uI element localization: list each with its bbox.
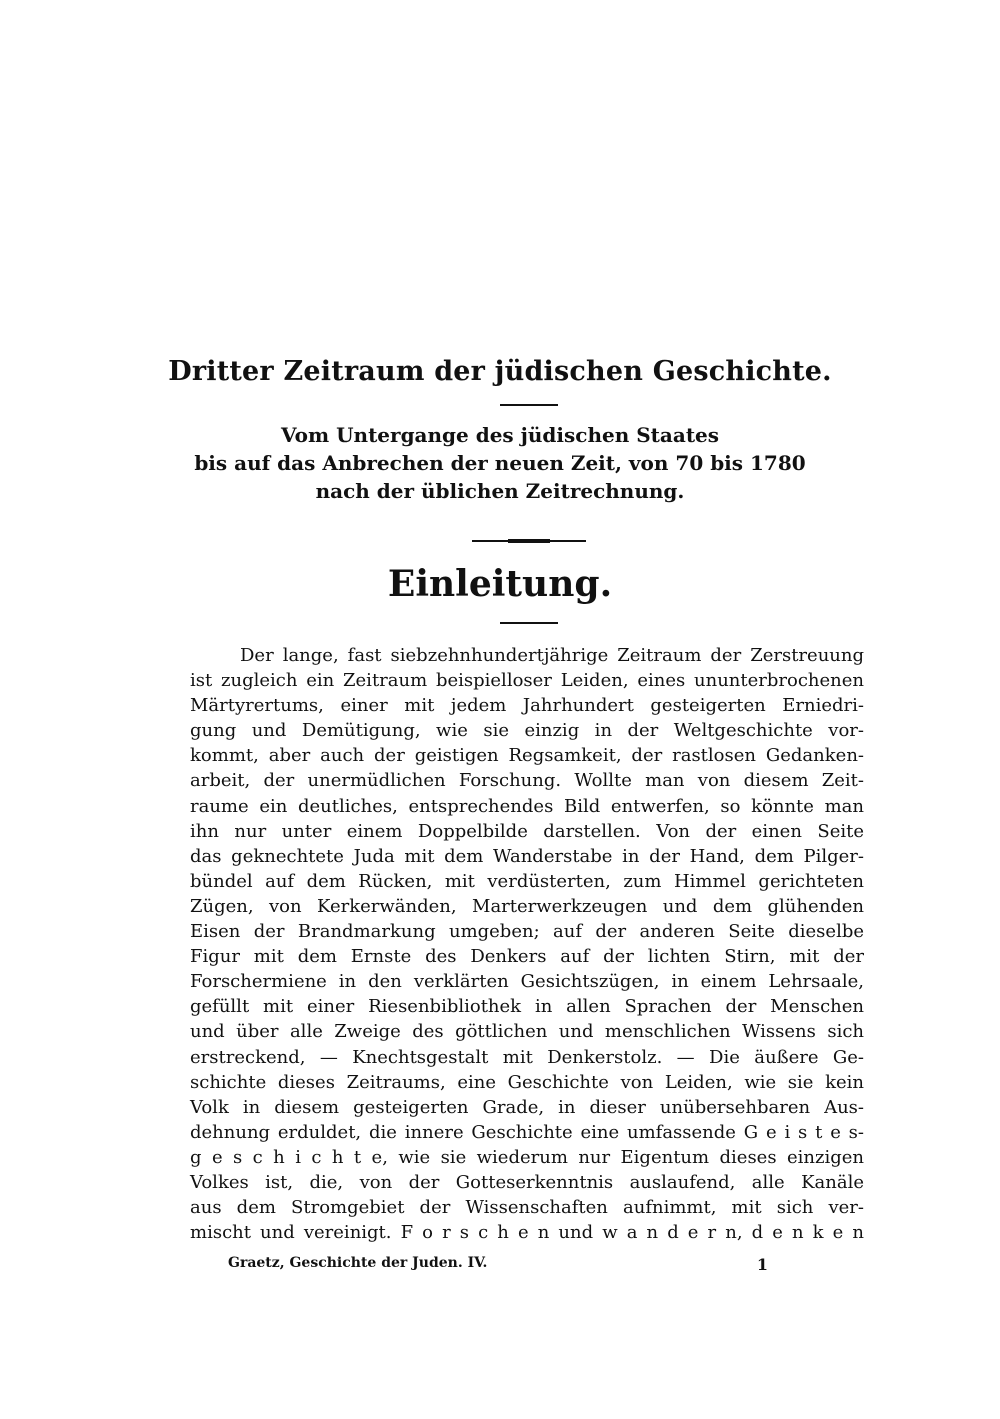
text-line: gefüllt mit einer Riesenbibliothek in allen Sprachen der Menschen (190, 996, 864, 1018)
text-line: g e s c h i c h t e, wie sie wiederum nur Eigentum dieses einzigen (190, 1146, 864, 1168)
text-line: aus dem Stromgebiet der Wissenschaften aufnimmt, mit sich ver- (190, 1197, 864, 1219)
text-line: mischt und vereinigt. F o r s c h e n und w a n d e r n, d e n k e n (190, 1222, 864, 1244)
page-number: 1 (756, 1255, 768, 1274)
text-line: Der lange, fast siebzehnhundertjährige Zeitraum der Zerstreuung (240, 645, 864, 666)
signature-mark: Graetz, Geschichte der Juden. IV. (228, 1255, 488, 1271)
section-heading: Einleitung. (387, 563, 613, 605)
heading-divider (500, 622, 558, 624)
chapter-title: Dritter Zeitraum der jüdischen Geschichte. (168, 356, 832, 387)
text-line: schichte dieses Zeitraums, eine Geschichte von Leiden, wie sie kein (190, 1071, 864, 1093)
subtitle-line-3: nach der üblichen Zeitrechnung. (315, 479, 685, 503)
body-paragraph (190, 643, 864, 1245)
text-line: arbeit, der unermüdlichen Forschung. Wollte man von diesem Zeit- (190, 770, 864, 792)
text-line: und über alle Zweige des göttlichen und menschlichen Wissens sich (190, 1021, 864, 1043)
text-line: ihn nur unter einem Doppelbilde darstellen. Von der einen Seite (190, 820, 864, 842)
text-line: kommt, aber auch der geistigen Regsamkeit, der rastlosen Gedanken- (190, 745, 864, 767)
text-line: ist zugleich ein Zeitraum beispielloser Leiden, eines ununterbrochenen (190, 670, 864, 692)
text-line: erstreckend, — Knechtsgestalt mit Denkerstolz. — Die äußere Ge- (190, 1046, 864, 1068)
text-line: das geknechtete Juda mit dem Wanderstabe in der Hand, dem Pilger- (190, 845, 864, 867)
title-divider (500, 404, 558, 406)
text-line: Eisen der Brandmarkung umgeben; auf der anderen Seite dieselbe (190, 921, 864, 943)
subtitle-line-1: Vom Untergange des jüdischen Staates (280, 423, 720, 447)
text-line: Volkes ist, die, von der Gotteserkenntnis auslaufend, alle Kanäle (190, 1171, 864, 1193)
text-line: gung und Demütigung, wie sie einzig in der Weltgeschichte vor- (190, 720, 864, 742)
text-line: Volk in diesem gesteigerten Grade, in dieser unübersehbaren Aus- (190, 1096, 864, 1118)
subtitle-line-2: bis auf das Anbrechen der neuen Zeit, von 70 bis 1780 (194, 451, 806, 475)
text-line: Märtyrertums, einer mit jedem Jahrhundert gesteigerten Erniedri- (190, 695, 864, 717)
ornamental-divider (472, 540, 586, 542)
text-line: bündel auf dem Rücken, mit verdüsterten, zum Himmel gerichteten (190, 870, 864, 892)
text-line: dehnung erduldet, die innere Geschichte eine umfassende G e i s t e s- (190, 1121, 864, 1143)
text-line: Figur mit dem Ernste des Denkers auf der lichten Stirn, mit der (190, 946, 864, 968)
text-line: Forschermiene in den verklärten Gesichtszügen, in einem Lehrsaale, (190, 971, 864, 993)
text-line: Zügen, von Kerkerwänden, Marterwerkzeugen und dem glühenden (190, 895, 864, 917)
text-line: raume ein deutliches, entsprechendes Bild entwerfen, so könnte man (190, 795, 864, 817)
